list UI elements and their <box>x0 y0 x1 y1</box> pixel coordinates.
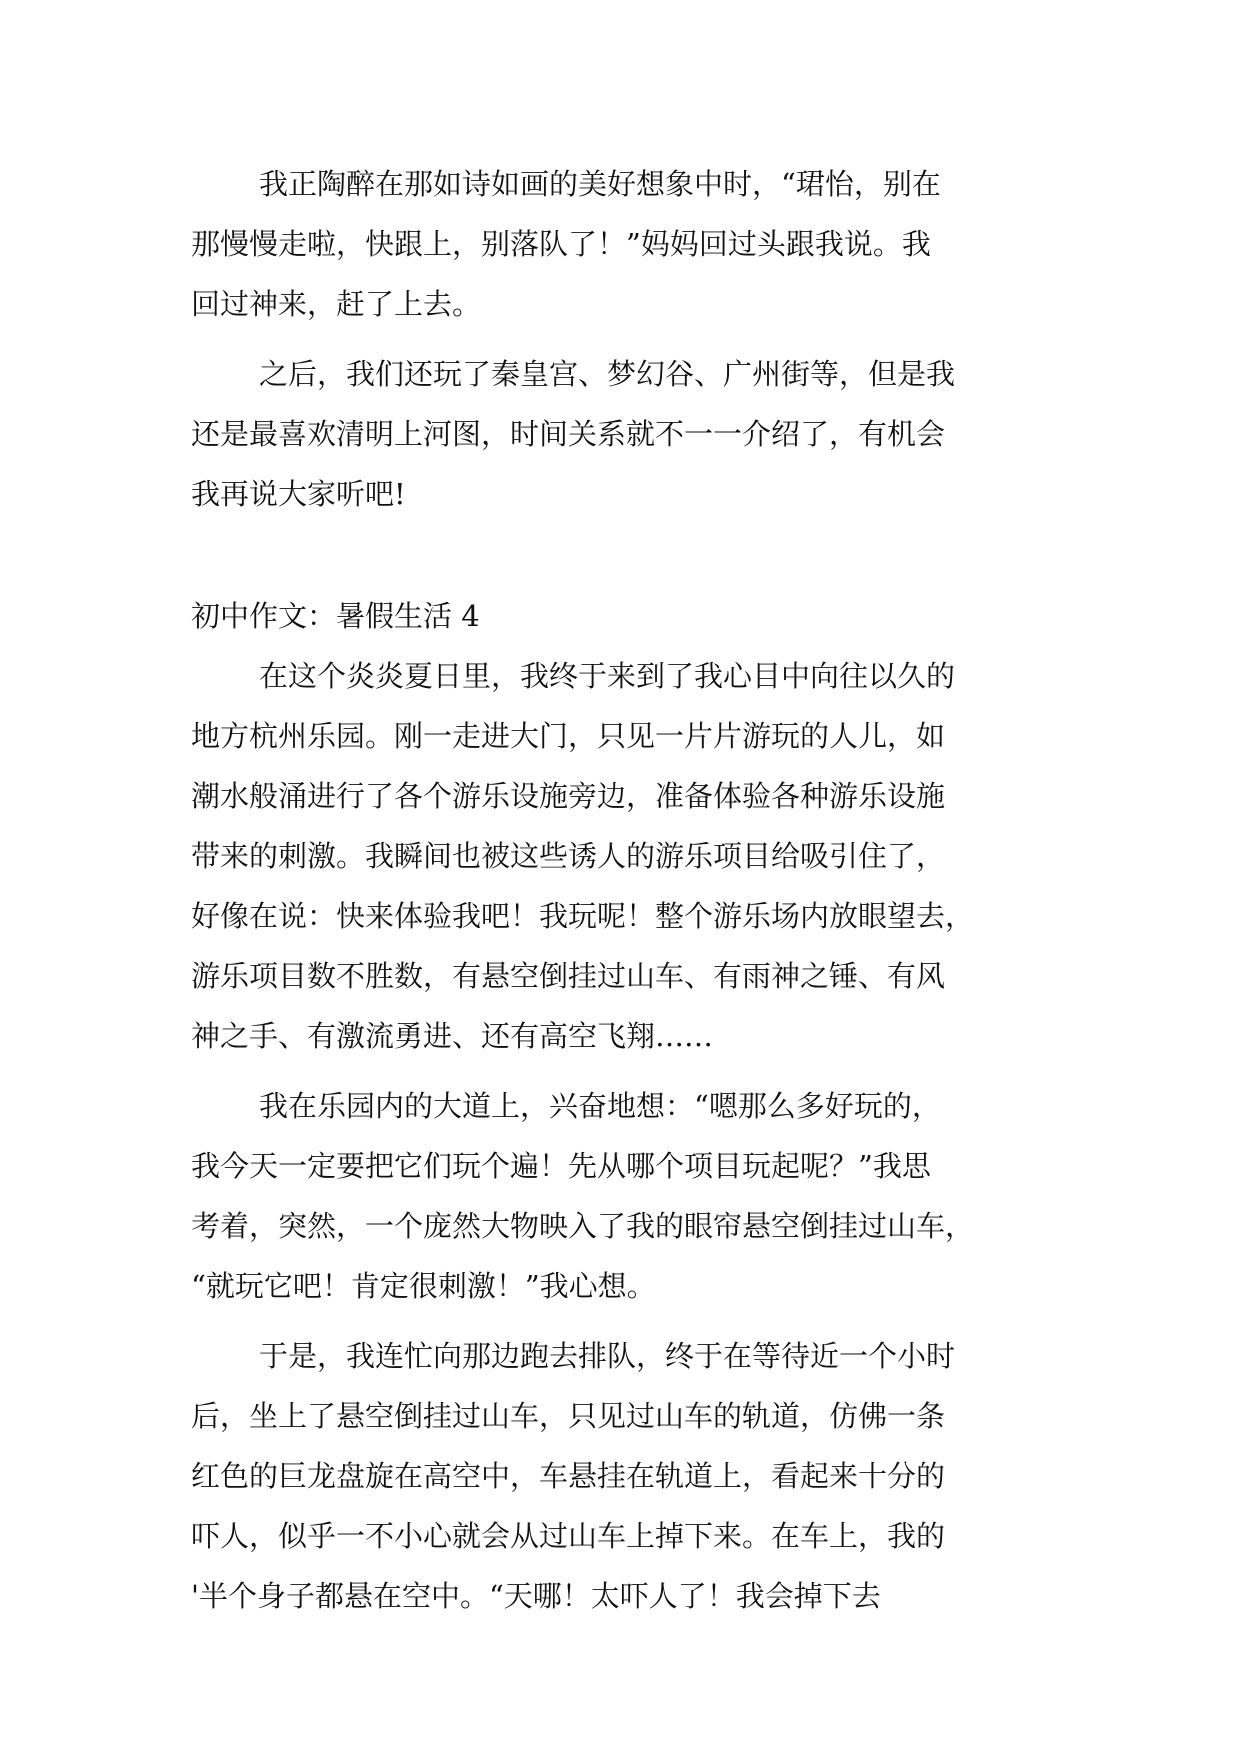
paragraph-line: 吓人，似乎一不小心就会从过山车上掉下来。在车上，我的 <box>191 1519 946 1553</box>
section-heading: 初中作文：暑假生活 4 <box>191 599 480 633</box>
paragraph-line: 之后，我们还玩了秦皇宫、梦幻谷、广州街等，但是我 <box>259 357 956 391</box>
paragraph-line: 带来的刺激。我瞬间也被这些诱人的游乐项目给吸引住了， <box>191 839 946 873</box>
paragraph-line: 考着，突然，一个庞然大物映入了我的眼帘悬空倒挂过山车， <box>191 1209 975 1243</box>
paragraph-line: 地方杭州乐园。刚一走进大门，只见一片片游玩的人儿，如 <box>191 719 946 753</box>
paragraph-line: 回过神来，赶了上去。 <box>191 287 482 321</box>
paragraph-line: 我正陶醉在那如诗如画的美好想象中时，“珺怡，别在 <box>259 167 941 201</box>
paragraph-line: 还是最喜欢清明上河图，时间关系就不一一介绍了，有机会 <box>191 417 946 451</box>
paragraph-line: 在这个炎炎夏日里，我终于来到了我心目中向往以久的 <box>259 659 956 693</box>
paragraph-line: “就玩它吧！肯定很刺激！”我心想。 <box>191 1269 656 1303</box>
paragraph-line: 后，坐上了悬空倒挂过山车，只见过山车的轨道，仿佛一条 <box>191 1399 946 1433</box>
paragraph-line: '半个身子都悬在空中。“天哪！太吓人了！我会掉下去 <box>191 1579 881 1613</box>
paragraph-line: 好像在说：快来体验我吧！我玩呢！整个游乐场内放眼望去， <box>191 899 975 933</box>
paragraph-line: 我在乐园内的大道上，兴奋地想：“嗯那么多好玩的， <box>259 1089 941 1123</box>
paragraph-line: 我再说大家听吧! <box>191 477 406 511</box>
paragraph-line: 神之手、有激流勇进、还有高空飞翔…… <box>191 1019 714 1053</box>
paragraph-line: 游乐项目数不胜数，有悬空倒挂过山车、有雨神之锤、有风 <box>191 959 946 993</box>
paragraph-line: 红色的巨龙盘旋在高空中，车悬挂在轨道上，看起来十分的 <box>191 1459 946 1493</box>
paragraph-line: 潮水般涌进行了各个游乐设施旁边，准备体验各种游乐设施 <box>191 779 946 813</box>
paragraph-line: 我今天一定要把它们玩个遍！先从哪个项目玩起呢？”我思 <box>191 1149 931 1183</box>
paragraph-line: 那慢慢走啦，快跟上，别落队了！”妈妈回过头跟我说。我 <box>191 227 931 261</box>
paragraph-line: 于是，我连忙向那边跑去排队，终于在等待近一个小时 <box>259 1339 956 1373</box>
